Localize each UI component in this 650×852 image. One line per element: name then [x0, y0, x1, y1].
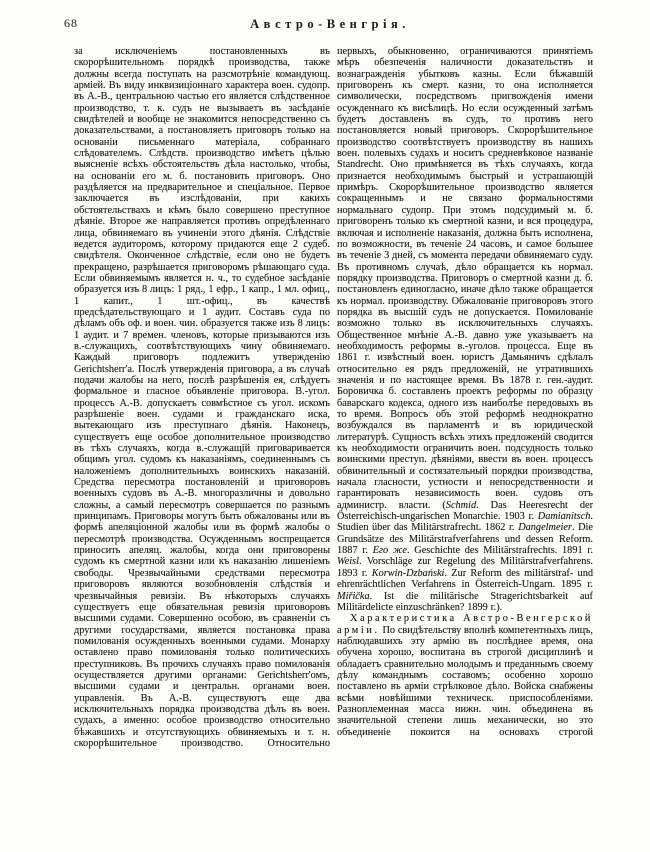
text-segment: . Geschichte des Militärstrafrechts. 1891 г.	[406, 545, 594, 557]
italic-reference: Damianitsch	[537, 511, 591, 523]
text-column-left	[74, 46, 330, 749]
paragraph	[337, 613, 593, 738]
text-columns	[74, 46, 593, 749]
text-segment: . Studien über das Militärstrafrecht. 1862 г.	[337, 511, 593, 534]
text-segment: . Die Grundsätze des Militärstrafverfahrens und dessen Reform. 1887 г.	[337, 522, 593, 557]
paragraph: за исключеніемъ постановленныхъ въ скорорѣшительномъ порядкѣ производства, также должны всегда поступать на разсмотрѣніе командующ. арміей. Въ виду инквизиціоннаго характера воен. судопр. въ А.-В., центральною частью его является слѣдственное производство, т. к. судъ не вызываетъ въ засѣданіе свидѣтелей и вообще не знакомится непосредственно съ доказательствами, а постановляетъ приговоръ только на основаніи письменнаго матеріала, собраннаго слѣдователемъ. Слѣдств. производство имѣетъ цѣлью выясненіе всѣхъ обстоятельствъ дѣла настолько, чтобы, на основаніи его м. б. постановить приговоръ. Оно раздѣляется на предварительное и спеціальное. Первое заключается въ изслѣдованіи, при какихъ обстоятельствахъ и кѣмъ было совершено преступное дѣяніе. Второе же направляется противъ опредѣленнаго лица, обвиняемаго въ учиненіи этого дѣянія. Слѣдствіе ведется аудиторомъ, которому придаются еще 2 судеб. свидѣтеля. Оконченное слѣдствіе, если оно не будетъ прекращено, разрѣшается приговоромъ рѣшающаго суда. Если обвиняемымъ является н. ч., то судебное засѣданіе образуется изъ 8 лицъ: 1 ряд., 1 ефр., 1 капр., 1 мл. офиц., 1 капит., 1 шт.-офиц., въ качествѣ предсѣдательствующаго и 1 аудит. Составъ суда по дѣламъ объ оф. и воен. чин. образуется также изъ 8 лицъ: 1 аудит. и 7 времен. членовъ, которые призываются изъ в.-служащихъ, соотвѣтствующихъ чину обвиняемаго. Каждый приговоръ подлежитъ утвержденію Gerichtsherr'а. Послѣ утвержденія приговора, а въ случаѣ подачи жалобы на него, послѣ разрѣшенія ея, слѣдуетъ формальное и гласное объявленіе приговора. В.-угол. процессъ А.-В. допускаетъ совмѣстное съ угол. искомъ разрѣшеніе воен. судами и гражданскаго иска, вытекающаго изъ преступнаго дѣянія. Наконецъ, существуетъ еще особое дополнительное производство въ тѣхъ случаяхъ, когда в.-служащій приговаривается общимъ угол. судомъ къ наказаніямъ, соединеннымъ съ наложеніемъ дополнительныхъ воинскихъ наказаній. Средства пересмотра постановленій и приговоровъ военныхъ судовъ въ А.-В. многоразличны и довольно сложны, а самый пересмотръ совершается по разнымъ принципамъ. Приговоры могутъ быть обжалованы или въ формѣ апеляціонной жалобы или въ формѣ жалобы о пересмотрѣ производства. Осужденнымъ воспрещается приносить апеляц. жалобы, когда они приговорены судомъ къ смертной казни или къ наказанію лишеніемъ свободы. Чрезвычайными средствами пересмотра приговоровъ являются возобновленія слѣдствія и чрезвычайныя ревизіи. Въ нѣкоторыхъ случаяхъ существуетъ еще обязательная ревизія приговоровъ высшими судами. Совершенно особою, въ сравненіи съ другими государствами, является постановка права помилованія осужденныхъ военными судами. Монарху оставлено право помилованія только политическихъ преступниковъ. Въ прочихъ случаяхъ право помилованія осуществляется другими органами: Gerichtsherr'омъ, высшими судами и центральн. органами воен. управленія. Въ А.-В. существуютъ еще два исключительныхъ порядка производства дѣлъ въ воен. судахъ, а именно: особое производство относительно бѣжавшихъ и отсутствующихъ обвиняемыхъ и т. н. скорорѣшительное производство. Относительно	[74, 46, 330, 749]
page-header	[0, 0, 650, 39]
text-segment: . Zur Reform des militärstraf- und ehrenrächtlichen Verfahrens in Österreich-Ungarn. 1895 г.	[337, 567, 593, 591]
text-segment: первыхъ, обыкновенно, ограничиваются принятіемъ мѣръ обезпеченія наличности доказательствъ и вознагражденія убытковъ казны. Если бѣжавшій приговоренъ къ смерт. казни, то она исполняется символически, посредствомъ пригвожденія имени осужденнаго къ висѣлицѣ. Но если осужденный затѣмъ будетъ доставленъ въ судъ, то противъ него постановляется новый приговоръ. Скорорѣшительное производство соотвѣтствуетъ производству въ нашихъ воен. полевыхъ судахъ и носитъ средневѣковое названіе Standrecht. Оно примѣняется въ тѣхъ случаяхъ, когда признается необходимымъ быстрый и устрашающій примѣръ. Скорорѣшительное производство является сокращеннымъ и не связано формальностями нормальнаго судопр. При этомъ подсудимый м. б. приговоренъ только къ смертной казни, и вся процедура, включая и исполненіе наказанія, должна быть исполнена, по возможности, въ теченіе 24 часовъ, и самое большее въ теченіе 3 дней, съ момента передачи обвиняемаго суду. Въ противномъ случаѣ, дѣло обращается къ нормал. порядку производства. Приговоръ о смертной казни д. б. постановленъ единогласно, иначе дѣло также обращается къ нормал. производству. Обжалованіе приговоровъ этого порядка въ высшій судъ не допускается. Помилованіе возможно только въ исключительныхъ случаяхъ. Общественное мнѣніе А.-В. давно уже указываетъ на необходимость реформы в.-уголов. процесса. Еще въ 1861 г. извѣстный воен. юристъ Дамьяничъ сдѣлалъ относительно ея рядъ предложеній, не утратившихъ значенія и по настоящее время. Въ 1878 г. ген.-аудит. Боровичка б. составленъ проектъ реформы по образцу баварскаго кодекса, одного изъ наиболѣе передовыхъ въ то время. Вопросъ объ этой реформѣ неоднократно возбуждался въ парламентѣ и въ юридической литературѣ. Сущность всѣхъ этихъ предложеній сводится къ необходимости ограничить воен. подсудность только воинскими преступ. дѣяніями, ввести въ воен. процессъ обвинительный и состязательный порядки производства, начала гласности, устности и непосредственности и гарантировать независимость воен. судовъ отъ администр. власти. (	[337, 46, 593, 511]
paragraph	[337, 46, 593, 613]
text-segment: . Vorschläge zur Regelung des Militärstrafverfahrens. 1893 г.	[337, 556, 593, 579]
italic-reference: Miřička	[337, 590, 370, 602]
italic-reference: Dangelmeier	[518, 522, 572, 534]
text-segment: . Ist die militärische Stragerichtsbarkeit auf Militärdelicte einzuschränken? 1899 г.).	[337, 590, 593, 613]
italic-reference: Его же	[372, 545, 407, 557]
text-column-right	[337, 46, 593, 749]
text-segment: По свидѣтельству вполнѣ компетентныхъ лицъ, наблюдавшихъ эту армію въ послѣднее время, она обучена хорошо, воспитана въ строгой дисциплинѣ и обладаетъ сравнительно молодымъ и преданнымъ своему дѣлу команднымъ составомъ; особенно хорошо поставлено въ арміи стрѣлковое дѣло. Войска снабжены всѣми новѣйшими техническ. приспособленіями. Разноплеменная масса нижн. чин. объединена въ значительной степени лишь механически, но это объединеніе покоится на основахъ строгой	[337, 624, 593, 738]
italic-reference: Korwin-Dzbański	[371, 567, 445, 579]
section-heading: Характеристика Австро-Венгерской арміи.	[337, 613, 593, 636]
italic-reference: Schmid	[445, 499, 477, 511]
italic-reference: Weisl	[337, 556, 359, 568]
running-title: Австро-Венгрія.	[250, 17, 410, 31]
page-number: 68	[64, 16, 78, 30]
text-segment: . Das Heeresrecht der Österreichisch-ungarischen Monarchie. 1903 г.	[337, 499, 593, 523]
